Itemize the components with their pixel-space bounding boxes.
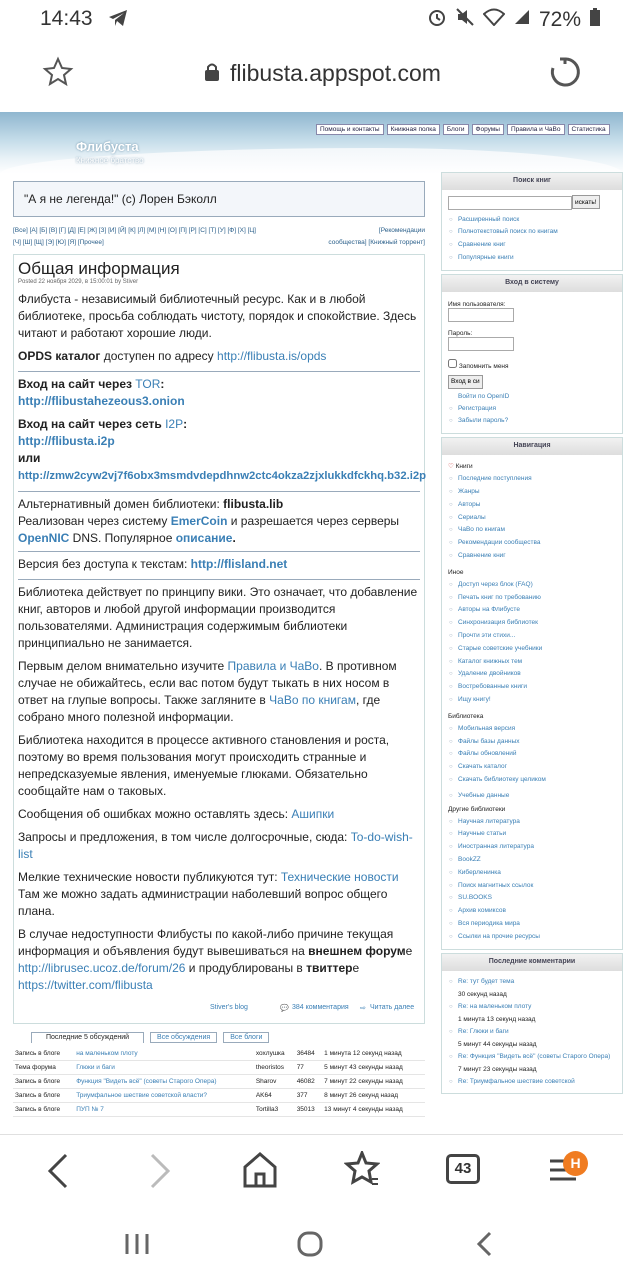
opds-label: OPDS каталог	[18, 349, 101, 363]
recent-comment-time: 7 минут 23 секунды назад	[458, 1065, 537, 1073]
forward-icon[interactable]	[144, 1151, 174, 1196]
nav-other-libraries-item[interactable]: ○ Киберленинка	[458, 867, 616, 880]
alt-text: Альтернативный домен библиотеки:	[18, 497, 224, 511]
nav-other-item[interactable]: ○ Ищу книгу!	[458, 694, 616, 707]
nav-other-libraries-item[interactable]: ○ Архив комиксов	[458, 905, 616, 918]
nav-other-item[interactable]: ○ Каталог книжных тем	[458, 656, 616, 669]
quote-box: "А я не легенда!" (с) Лорен Бэколл	[13, 181, 425, 217]
read-more-link[interactable]: Читать далее	[370, 1004, 415, 1011]
discussion-table	[13, 1047, 425, 1117]
nav-other-libraries[interactable]: Другие библиотеки	[448, 805, 506, 813]
recent-comment-link[interactable]: ○ Re: на маленьком плоту	[458, 1001, 616, 1013]
row-user[interactable]: хохлушка	[254, 1047, 295, 1061]
nav-other-item[interactable]: ○ Доступ через блок (FAQ)	[458, 579, 616, 592]
system-navigation-bar	[0, 1212, 623, 1280]
login-box	[441, 274, 623, 435]
battery-percent: 72%	[538, 8, 581, 31]
search-box	[441, 172, 623, 271]
divider	[18, 579, 420, 580]
main-article	[13, 254, 425, 1024]
forgot-password-link[interactable]: ○ Забыли пароль?	[458, 415, 616, 428]
nav-library-item[interactable]: ○ Скачать каталог	[458, 761, 616, 774]
table-row	[13, 1075, 425, 1089]
recent-comment-time: 1 минута 13 секунд назад	[458, 1015, 536, 1023]
nav-books-item[interactable]: ○ Сравнение книг	[458, 550, 616, 563]
nav-library-item[interactable]: ○ Скачать библиотеку целиком	[458, 774, 616, 787]
wiki-paragraph: Библиотека действует по принципу вики. Это означает, что добавление книг, авторов и любой другой информации производится пользователями. Администрация содержимым библиотеки принципиально не занимается.	[18, 585, 418, 650]
recent-apps-icon[interactable]	[124, 1232, 150, 1261]
row-title[interactable]: ПУП № 7	[74, 1103, 254, 1117]
lock-icon	[204, 62, 220, 87]
row-type: Запись в блоге	[13, 1103, 74, 1117]
clock: 14:43	[40, 7, 93, 30]
or-text: или	[18, 451, 41, 465]
username-label: Имя пользователя:	[448, 300, 506, 308]
letter-index	[13, 225, 425, 249]
nav-other-item[interactable]: ○ Старые советские учебники	[458, 643, 616, 656]
comments-link[interactable]: 384 комментария	[292, 1004, 349, 1011]
post-meta: Posted 22 ноября 2029, в 15:00:01 by Stiver	[18, 279, 139, 285]
bugs-paragraph: Сообщения об ошибках можно оставлять здесь: Ашипки	[18, 807, 335, 821]
read-more-icon: ⇨	[360, 1005, 366, 1012]
row-count: 377	[295, 1089, 322, 1103]
search-title: Поиск книг	[442, 173, 622, 190]
alt-domain: flibusta.lib	[223, 497, 284, 511]
page-title: Общая информация	[18, 259, 180, 278]
nav-other-libraries-item[interactable]: ○ Научные статьи	[458, 828, 616, 841]
search-links	[448, 214, 616, 265]
letters-row-1[interactable]: [Все] [А] [Б] [В] [Г] [Д] [Е] [Ж] [З] [И] [Й] [К] [Л] [М] [Н] [О] [П] [Р] [С] [Т] [У] [Ф] [Х] [Ц]	[13, 227, 256, 234]
search-button[interactable]: искать!	[572, 195, 600, 209]
system-back-icon[interactable]	[474, 1230, 496, 1263]
nav-other-item[interactable]: ○ Удаление двойников	[458, 668, 616, 681]
down-paragraph: В случае недоступности Флибусты по какой-либо причине текущая информация и объявления будут вывешиваться на внешнем форуме http://librusec.ucoz.de/forum/26 и продублированы в твиттере https://twitter.com/flibusta	[18, 927, 413, 992]
nav-other-libraries-item[interactable]: ○ SU.BOOKS	[458, 892, 616, 905]
description-link[interactable]: описание	[175, 531, 233, 545]
blog-link[interactable]: Stiver's blog	[210, 1004, 248, 1011]
nav-study[interactable]: ○ Учебные данные	[458, 790, 616, 803]
library-list	[448, 723, 616, 787]
intro-paragraph: Флибуста - независимый библиотечный ресурс. Как и в любой библиотеке, просьба соблюдать чистоту, порядок и спокойствие. Здесь читают и работают хорошие люди.	[18, 292, 417, 340]
nav-other-item[interactable]: ○ Синхронизация библиотек	[458, 617, 616, 630]
recent-comment-time: 5 минут 44 секунды назад	[458, 1040, 537, 1048]
home-circle-icon[interactable]	[296, 1230, 324, 1263]
rules-link[interactable]: Правила и ЧаВо	[227, 659, 319, 673]
row-title[interactable]: Глюки и баги	[74, 1061, 254, 1075]
nav-blogs[interactable]: Блоги	[443, 124, 469, 135]
recent-comment-link[interactable]: ○ Re: Триумфальное шествие советской	[458, 1076, 616, 1088]
recent-comments-box	[441, 953, 623, 1094]
divider	[18, 551, 420, 552]
bookmark-star-icon[interactable]	[42, 56, 74, 93]
nav-books-item[interactable]: ○ Авторы	[458, 499, 616, 512]
reload-icon[interactable]	[548, 55, 582, 94]
bookmarks-icon[interactable]	[344, 1151, 380, 1192]
tor-word-link[interactable]: TOR	[135, 377, 161, 391]
password-input[interactable]	[448, 337, 514, 351]
nav-library-item[interactable]: ○ Файлы базы данных	[458, 736, 616, 749]
opds-link[interactable]: http://flibusta.is/opds	[217, 349, 327, 363]
search-input[interactable]	[448, 196, 572, 210]
forum-link[interactable]: http://librusec.ucoz.de/forum/26	[18, 961, 186, 975]
row-user[interactable]: theoristos	[254, 1061, 295, 1075]
discussion-tabs	[31, 1032, 425, 1043]
row-count: 36484	[295, 1047, 322, 1061]
table-row	[13, 1103, 425, 1117]
table-row	[13, 1047, 425, 1061]
nav-other-libraries-item[interactable]: ○ BookZZ	[458, 854, 616, 867]
battery-icon	[589, 7, 601, 33]
twitter-link[interactable]: https://twitter.com/flibusta	[18, 978, 153, 992]
nav-other-item[interactable]: ○ Печать книг по требованию	[458, 592, 616, 605]
popular-books-link[interactable]: ○ Популярные книги	[458, 252, 616, 265]
i2p-word-link[interactable]: I2P	[165, 417, 184, 431]
tor-label: Вход на сайт через	[18, 377, 136, 391]
nav-library-item[interactable]: ○ Файлы обновлений	[458, 748, 616, 761]
torrent-link[interactable]: сообщества] [Книжный торрент]	[328, 239, 425, 246]
row-time: 7 минут 22 секунды назад	[322, 1075, 425, 1089]
remember-checkbox[interactable]	[448, 359, 457, 368]
nav-books-item[interactable]: ○ Жанры	[458, 486, 616, 499]
row-user[interactable]: Tortilla3	[254, 1103, 295, 1117]
login-button[interactable]: Вход в си	[448, 375, 483, 389]
nav-other-item[interactable]: ○ Востребованные книги	[458, 681, 616, 694]
table-row	[13, 1061, 425, 1075]
emer-text-1: Реализован через систему	[18, 514, 171, 528]
i2p-label: Вход на сайт через сеть	[18, 417, 166, 431]
tor-link[interactable]: http://flibustahezeous3.onion	[18, 394, 185, 408]
notext-label: Версия без доступа к текстам:	[18, 557, 191, 571]
address-bar	[0, 38, 623, 110]
nav-stats[interactable]: Статистика	[568, 124, 610, 135]
nav-books[interactable]: ♡ Книги	[448, 460, 616, 473]
row-count: 35013	[295, 1103, 322, 1117]
fulltext-search-link[interactable]: ○ Полнотекстовый поиск по книгам	[458, 226, 616, 239]
navigation-box	[441, 437, 623, 949]
emer-text-2: и разрешается через серверы	[227, 514, 400, 528]
nav-forums[interactable]: Форумы	[472, 124, 504, 135]
nav-books-item[interactable]: ○ Сериалы	[458, 512, 616, 525]
divider	[18, 491, 420, 492]
nav-bookshelf[interactable]: Книжная полка	[387, 124, 440, 135]
nav-other-item[interactable]: ○ Авторы на Флибусте	[458, 604, 616, 617]
signal-icon	[513, 8, 531, 32]
advanced-search-link[interactable]: ○ Расширенный поиск	[458, 214, 616, 227]
login-title: Вход в систему	[442, 275, 622, 292]
recent-comments-title: Последние комментарии	[442, 954, 622, 971]
alt-domain-paragraph: Альтернативный домен библиотеки: flibusta.lib Реализован через систему EmerCoin и разрешается через серверы OpenNIC DNS. Популярное описание.	[18, 497, 400, 545]
tor-paragraph: Вход на сайт через TOR: http://flibustahezeous3.onion	[18, 377, 185, 408]
row-count: 46082	[295, 1075, 322, 1089]
nav-other-item[interactable]: ○ Прочти эти стихи...	[458, 630, 616, 643]
nav-library-item[interactable]: ○ Мобильная версия	[458, 723, 616, 736]
row-time: 1 минута 12 секунд назад	[322, 1047, 425, 1061]
top-nav	[316, 124, 610, 135]
menu-badge: H	[563, 1151, 588, 1176]
nav-library[interactable]: Библиотека	[448, 712, 484, 720]
faq-books-link[interactable]: ЧаВо по книгам	[269, 693, 356, 707]
row-count: 77	[295, 1061, 322, 1075]
nav-rules[interactable]: Правила и ЧаВо	[507, 124, 565, 135]
back-icon[interactable]	[44, 1151, 74, 1196]
row-type: Тема форума	[13, 1061, 74, 1075]
site-banner	[0, 112, 623, 174]
username-input[interactable]	[448, 308, 514, 322]
books-list	[448, 473, 616, 563]
tab-all-blogs[interactable]: Все блоги	[223, 1032, 269, 1043]
row-user[interactable]: Sharov	[254, 1075, 295, 1089]
row-time: 13 минут 4 секунды назад	[322, 1103, 425, 1117]
glitch-paragraph: Библиотека находится в процессе активного становления и роста, поэтому во время пользования могут происходить странные и непредсказуемые явления, именуемые глюками. Обязательно сообщайте нам о таковых.	[18, 733, 390, 798]
row-type: Запись в блоге	[13, 1047, 74, 1061]
opennic-link[interactable]: OpenNIC	[18, 531, 70, 545]
remember-label: Запомнить меня	[458, 362, 509, 370]
tabs-button[interactable]: 43	[446, 1154, 480, 1184]
nav-other-libraries-item[interactable]: ○ Научная литература	[458, 816, 616, 829]
todo-paragraph: Запросы и предложения, в том числе долгосрочные, сюда: To-do-wish-list	[18, 830, 413, 861]
letters-row-2[interactable]: [Ч] [Ш] [Щ] [Э] [Ю] [Я] [Прочее]	[13, 239, 104, 246]
alarm-icon	[427, 7, 447, 33]
telegram-icon	[108, 9, 128, 33]
nav-help[interactable]: Помощь и контакты	[316, 124, 384, 135]
todo-link[interactable]: To-do-wish-list	[18, 830, 413, 861]
row-time: 8 минут 26 секунд назад	[322, 1089, 425, 1103]
tech-news-link[interactable]: Технические новости	[280, 870, 399, 884]
divider	[18, 371, 420, 372]
openid-link[interactable]: Войти по OpenID	[458, 392, 510, 400]
home-icon[interactable]	[242, 1151, 278, 1194]
web-page	[0, 112, 623, 1134]
mute-icon	[455, 7, 475, 33]
no-text-paragraph	[18, 556, 420, 573]
rules-paragraph: Первым делом внимательно изучите Правила и ЧаВо. В противном случае не обижайтесь, если вас потом будут тыкать в них носом в ответ на глупые вопросы. Также загляните в ЧаВо по книгам, где собрано много полезной информации.	[18, 659, 397, 724]
table-row	[13, 1089, 425, 1103]
emercoin-link[interactable]: EmerCoin	[170, 514, 228, 528]
row-title[interactable]: на маленьком плоту	[74, 1047, 254, 1061]
other-list	[448, 579, 616, 707]
site-logo[interactable]: Флибуста	[76, 139, 139, 154]
row-title[interactable]: Функция "Видеть всё" (советы Старого Опера)	[74, 1075, 254, 1089]
password-label: Пароль:	[448, 329, 473, 337]
recent-comment-link[interactable]: ○ Re: Глюки и баги	[458, 1026, 616, 1038]
flisland-link[interactable]: http://flisland.net	[190, 557, 288, 571]
nav-other[interactable]: Иное	[448, 568, 464, 576]
tab-last-5[interactable]: Последние 5 обсуждений	[31, 1032, 144, 1043]
status-bar	[0, 0, 623, 38]
other-libraries-list	[448, 816, 616, 944]
opds-text: доступен по адресу	[100, 349, 218, 363]
nav-other-libraries-item[interactable]: ○ Поиск магнитных ссылок	[458, 880, 616, 893]
nav-other-libraries-item[interactable]: ○ Ссылки на прочие ресурсы	[458, 931, 616, 944]
row-user[interactable]: AK64	[254, 1089, 295, 1103]
nav-other-libraries-item[interactable]: ○ Иностранная литература	[458, 841, 616, 854]
row-type: Запись в блоге	[13, 1075, 74, 1089]
site-slogan: Книжное братство	[76, 156, 144, 165]
nav-books-item[interactable]: ○ Последние поступления	[458, 473, 616, 486]
comment-icon: 💬	[280, 1005, 289, 1012]
i2p-paragraph: Вход на сайт через сеть I2P: http://flibusta.i2p или http://zmw2cyw2vj7f6obx3msmdvdepdhnw2ctc4okza2zjxlukkdfckhq.b32.i2p	[18, 417, 427, 482]
recent-comment-link[interactable]: ○ Re: Функция "Видеть всё" (советы Старого Опера)	[458, 1051, 616, 1063]
status-icons	[427, 7, 601, 33]
tab-all-discussions[interactable]: Все обсуждения	[150, 1032, 217, 1043]
recent-comment-link[interactable]: ○ Re: тут будет тема	[458, 976, 616, 988]
wifi-icon	[483, 8, 505, 32]
recent-comment-time: 30 секунд назад	[458, 990, 507, 998]
i2p-link-1[interactable]: http://flibusta.i2p	[18, 434, 115, 448]
nav-books-item[interactable]: ○ Рекомендации сообщества	[458, 537, 616, 550]
navigation-title: Навигация	[442, 438, 622, 455]
recommendations-link[interactable]: [Рекомендации	[378, 227, 425, 234]
sidebar	[441, 172, 623, 1097]
nav-other-libraries-item[interactable]: ○ Вся периодика мира	[458, 918, 616, 931]
bugs-link[interactable]: Ашипки	[291, 807, 335, 821]
emer-text-3: DNS. Популярное	[69, 531, 176, 545]
opds-paragraph	[18, 348, 420, 365]
row-title[interactable]: Триумфальное шествие советской власти?	[74, 1089, 254, 1103]
discussions-block	[13, 1032, 425, 1117]
url-text[interactable]: flibusta.appspot.com	[230, 60, 441, 86]
i2p-link-2[interactable]: http://zmw2cyw2vj7f6obx3msmdvdepdhnw2ctc4okza2zjxlukkdfckhq.b32.i2p	[18, 470, 427, 482]
browser-toolbar	[0, 1134, 623, 1212]
row-time: 5 минут 43 секунды назад	[322, 1061, 425, 1075]
compare-books-link[interactable]: ○ Сравнение книг	[458, 239, 616, 252]
tech-paragraph: Мелкие технические новости публикуются тут: Технические новости Там же можно задать администрации наболевший вопрос общего плана.	[18, 870, 399, 918]
register-link[interactable]: ○ Регистрация	[458, 403, 616, 416]
nav-books-item[interactable]: ○ ЧаВо по книгам	[458, 524, 616, 537]
row-type: Запись в блоге	[13, 1089, 74, 1103]
